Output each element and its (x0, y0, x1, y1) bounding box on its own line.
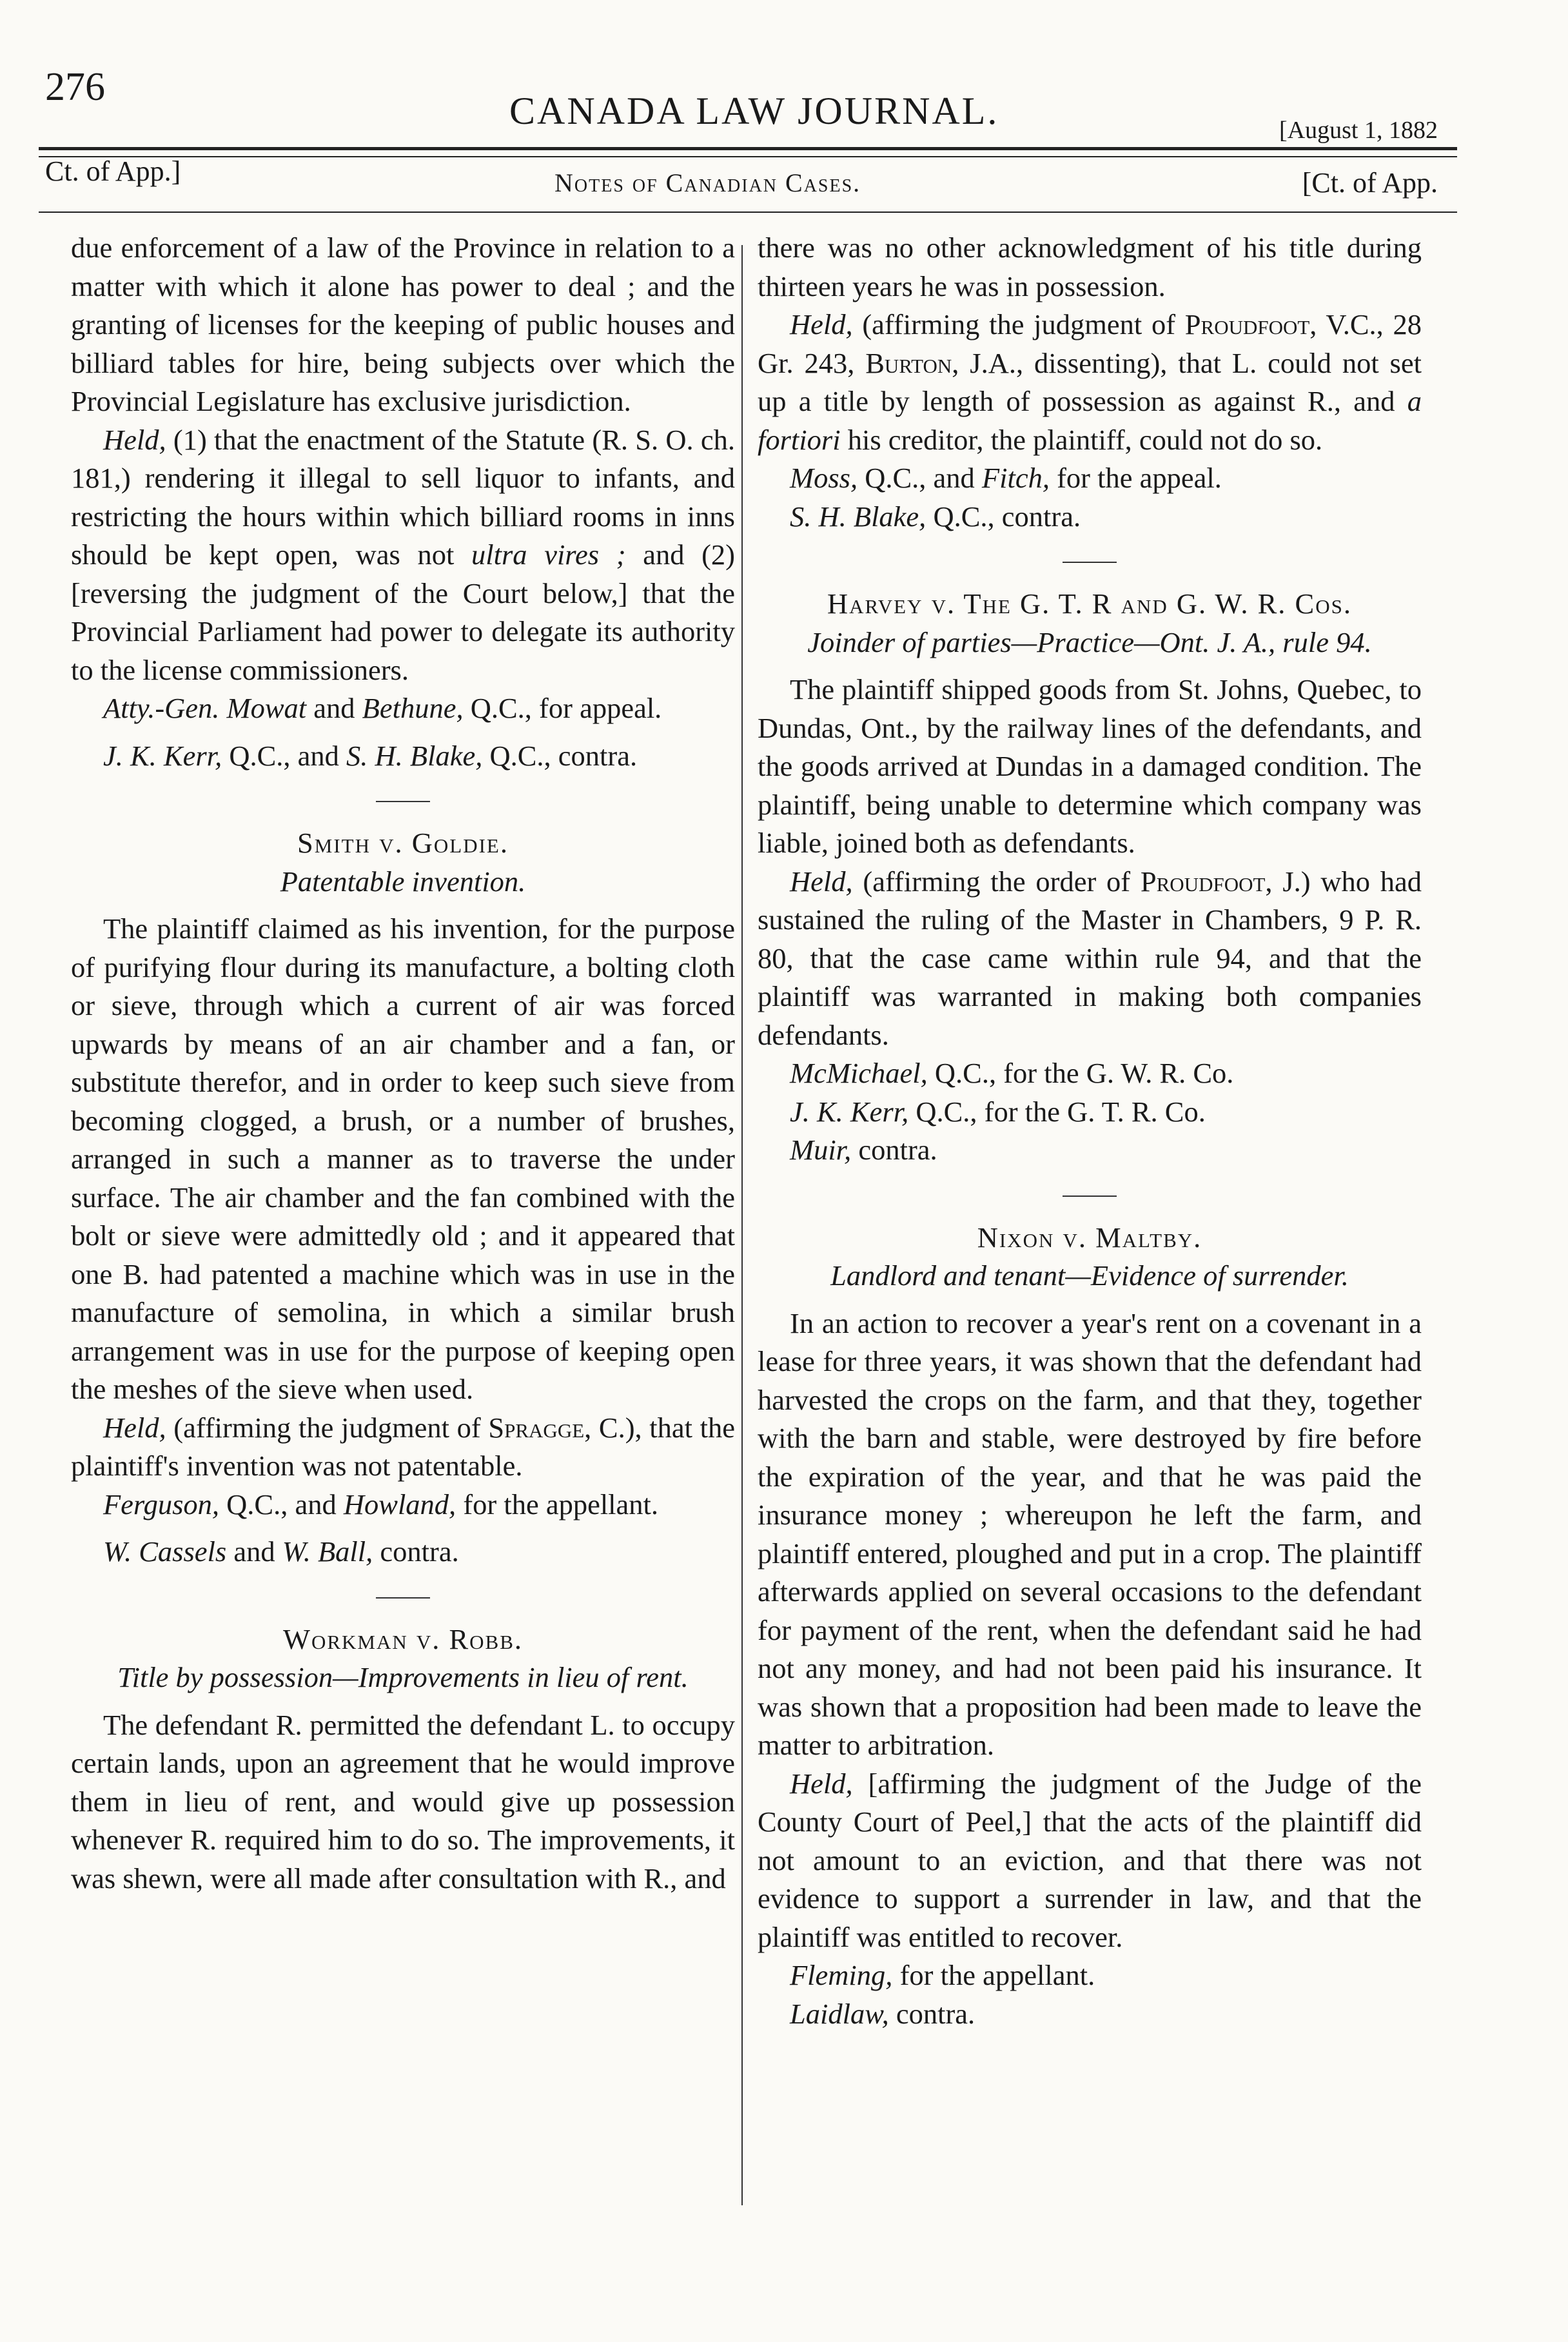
paragraph: The plaintiff claimed as his invention, for the purpose of purifying flour during its manufacture, a bolting cloth or sieve, through which a current of air was forced upwards by means of an air chamber and a fan, or substitute therefor, and in order to keep such sieve from becoming clogged, a brush, or a number of brushes, arranged in such a manner as to traverse the under surface. The air chamber and the fan combined with the bolt or sieve were admittedly old ; and it appeared that one B. had patented a machine which was in use in the manufacture of semolina, in which a similar brush arrangement was in use for the purpose of keeping open the meshes of the sieve when used. (71, 912, 735, 1405)
case-separator (1063, 1196, 1117, 1197)
counsel-line: S. H. Blake, Q.C., contra. (790, 500, 1081, 533)
paragraph: due enforcement of a law of the Province in relation to a matter with which it alone has power to deal ; and the granting of licenses for the keeping of public houses and billiard tables for hire, being subjects over which the Provincial Legislature has exclusive jurisdiction. (71, 231, 735, 417)
page-number: 276 (45, 65, 105, 109)
running-header (45, 155, 1438, 206)
counsel-line: Muir, contra. (790, 1134, 937, 1166)
subheader-rule (39, 212, 1457, 213)
header-rule (39, 147, 1457, 150)
case-title: Harvey v. The G. T. R and G. W. R. Cos. (827, 587, 1352, 620)
counsel-line: J. K. Kerr, Q.C., and S. H. Blake, Q.C., contra. (103, 739, 638, 772)
court-label-right: [Ct. of App. (1302, 167, 1438, 199)
paragraph: The plaintiff shipped goods from St. Johns, Quebec, to Dundas, Ont., by the railway lines of the defendants, and the goods arrived at Dundas in a damaged condition. The plaintiff, being unable to determine which company was liable, joined both as defendants. (758, 673, 1422, 859)
counsel-line: Fleming, for the appellant. (790, 1959, 1095, 1991)
left-column (71, 229, 735, 1898)
paragraph: In an action to recover a year's rent on a covenant in a lease for three years, it was shown that the defendant had harvested the crops on the farm, and that they, together with the barn and stable, were destroyed by fire before the expiration of the year, and that he was paid the insurance money ; whereupon he left the farm, and plaintiff entered, ploughed and put in a crop. The plaintiff afterwards applied on several occasions to the defendant for payment of the rent, when the defendant said he had not any money, and had not been paid his insurance. It was shown that a proposition had been made to leave the matter to arbitration. (758, 1306, 1422, 1761)
held-paragraph: Held, (affirming the order of Proudfoot, J.) who had sustained the ruling of the Master in Chambers, 9 P. R. 80, that the case came within rule 94, and that the plaintiff was warranted in making both companies defendants. (758, 865, 1422, 1051)
held-paragraph: Held, (1) that the enactment of the Statute (R. S. O. ch. 181,) rendering it illegal to sell liquor to infants, and restricting the hours within which billiard rooms in inns should be kept open, was not ultra vires ; and (2) [reversing the judgment of the Court below,] that the Provincial Parliament had power to delegate its authority to the license commissioners. (71, 423, 735, 686)
counsel-line: W. Cassels and W. Ball, contra. (103, 1535, 459, 1568)
held-paragraph: Held, [affirming the judgment of the Judge of the County Court of Peel,] that the acts of the plaintiff did not amount to an eviction, and that there was not evidence to support a surrender in law, and that the plaintiff was entitled to recover. (758, 1767, 1422, 1953)
case-subject: Patentable invention. (280, 865, 526, 898)
paragraph: The defendant R. permitted the defendant L. to occupy certain lands, upon an agreement that he would improve them in lieu of rent, and would give up possession whenever R. required him to do so. The improvements, it was shewn, were all made after consultation with R., and (71, 1708, 735, 1894)
counsel-line: Ferguson, Q.C., and Howland, for the appellant. (103, 1488, 659, 1520)
running-head: Notes of Canadian Cases. (554, 168, 861, 197)
counsel-line: McMichael, Q.C., for the G. W. R. Co. (790, 1057, 1234, 1089)
right-column (758, 229, 1422, 2033)
paragraph: there was no other acknowledgment of his title during thirteen years he was in possession. (758, 231, 1422, 302)
counsel-line: Atty.-Gen. Mowat and Bethune, Q.C., for appeal. (103, 692, 662, 724)
counsel-line: J. K. Kerr, Q.C., for the G. T. R. Co. (790, 1095, 1206, 1128)
issue-date: [August 1, 1882 (1279, 117, 1438, 144)
case-title: Smith v. Goldie. (297, 827, 509, 859)
journal-title: CANADA LAW JOURNAL. (509, 90, 999, 132)
case-separator (376, 801, 430, 802)
column-divider (741, 245, 743, 2205)
court-label-left: Ct. of App.] (45, 155, 181, 187)
case-title: Workman v. Robb. (282, 1622, 524, 1655)
held-label: Held, (103, 423, 166, 456)
held-paragraph: Held, (affirming the judgment of Spragge, C.), that the plaintiff's invention was not patentable. (71, 1411, 735, 1482)
page-header (45, 64, 1438, 142)
case-separator (376, 1597, 430, 1599)
held-paragraph: Held, (affirming the judgment of Proudfoot, V.C., 28 Gr. 243, Burton, J.A., dissenting), that L. could not set up a title by length of possession as against R., and a fortiori his creditor, the plaintiff, could not do so. (758, 308, 1422, 456)
counsel-line: Laidlaw, contra. (790, 1997, 975, 2030)
case-title: Nixon v. Maltby. (977, 1221, 1202, 1254)
counsel-line: Moss, Q.C., and Fitch, for the appeal. (790, 462, 1222, 494)
case-subject: Landlord and tenant—Evidence of surrender. (830, 1259, 1349, 1292)
case-separator (1063, 562, 1117, 563)
case-subject: Title by possession—Improvements in lieu of rent. (117, 1661, 689, 1693)
case-subject: Joinder of parties—Practice—Ont. J. A., rule 94. (807, 625, 1372, 658)
